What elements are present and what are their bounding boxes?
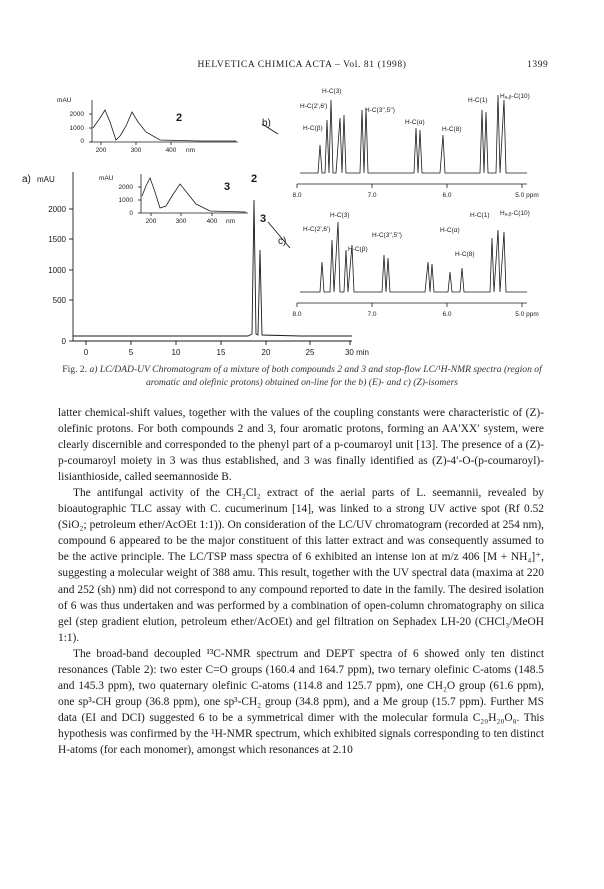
main-chromatogram [69,172,352,345]
main-xtick-25: 25 [305,348,315,357]
nmr-b-h26: H-C(2',6') [300,103,328,110]
nmr-c-h1: H-C(1) [470,212,490,219]
inset2-xtick-unit: nm [186,147,196,154]
inset2-compound: 2 [176,112,183,124]
main-xtick-0: 0 [83,348,89,357]
nmr-c-xtick-7: 7.0 [367,311,377,318]
paragraph-1: latter chemical-shift values, together with the values of the coupling constants were characteristic of (Z)-olefinic protons. For both compounds 2 and 3, four aromatic protons, forming an AA′XX′ system, were clearly discernible and corresponded to the phenyl part of a p-coumaroyl unit [13]. The presence of a (Z)-p-coumaroyl moiety in 3 was thus established, and 3 was finally identified as (Z)-4′-O-(p-coumaroyl)-lisianthioside, called seemannoside B. [58,407,544,484]
caption-label: Fig. 2. [62,364,88,375]
paragraph-3: The broad-band decoupled ¹³C-NMR spectrum and DEPT spectra of 6 showed only ten distinct resonances (Table 2): two ester C=O groups (160.4 and 164.7 ppm), two ternary olefinic C-atoms (148.5 and 145.3 ppm), two quaternary olefinic C-atoms (114.8 and 125.7 ppm), one CH₂O group (61.6 ppm), one sp³-CH group (36.8 ppm), one sp³-CH₂ group (34.8 ppm), and a Me group (15.7 ppm). Further MS data (EI and DCI) suggested 6 to be a symmetrical dimer with the molecular formula C₂₀H₂₀O₈. This hypothesis was confirmed by the ¹H-NMR spectrum, which exhibited signals corresponding to ten distinct H-atoms (for each monomer), amongst which resonances at 2.10 [58,647,544,756]
panel-c-label: c) [278,236,287,247]
inset3-ylabel: mAU [99,175,114,182]
main-xtick-30: 30 min [344,348,370,357]
nmr-b-h10: Hₐ,ᵦ-C(10) [500,93,530,100]
inset3-xtick-200: 200 [145,218,157,225]
inset3-xtick-300: 300 [175,218,187,225]
paragraph-2: The antifungal activity of the CH₂Cl₂ extract of the aerial parts of L. seemannii, revealed by bioautographic TLC assay with C. cucumerinum [14], was linked to a strong UV active spot (Rf 0.52 (SiO₂; petroleum ether/AcOEt 1:1)). On consideration of the LC/UV chromatogram (recorded at 254 nm), compound 6 appeared to be the major constituent of this latter extract and was consequently assumed to be the active principle. The LC/TSP mass spectra of 6 exhibited an intense ion at m/z 406 [M + NH₄]⁺, suggesting a molecular weight of 388 amu. This result, together with the UV spectral data (maxima at 220 and 252 (sh) nm) did not correspond to any compound reported to date in the family. The desired isolation of 6 was thus undertaken and was performed by a combination of open-column chromatography on silica gel (step gradient elution, petroleum ether/AcOEt) and gel filtration on Sephadex LH-20 (CHCl₃/MeOH 1:1). [58,487,544,644]
nmr-b-h35: H-C(3'',5'') [365,107,395,114]
uv-inset-3 [138,174,248,216]
nmr-c-hb: H-C(β) [348,246,368,253]
nmr-b-hb: H-C(β) [303,125,323,132]
nmr-c-h10: Hₐ,ᵦ-C(10) [500,210,530,217]
panel-b-label: b) [262,118,271,129]
nmr-c-h3: H-C(3) [330,212,350,219]
body-text [58,405,544,758]
nmr-b-h3: H-C(3) [322,88,342,95]
peak-label-2: 2 [250,173,258,185]
uv-trace-3 [142,178,246,212]
inset2-ytick-1000: 1000 [69,125,84,132]
nmr-trace-c [300,222,527,292]
nmr-b-xtick-6: 6.0 [442,192,452,199]
inset2-ytick-0: 0 [80,138,84,145]
uv-inset-2 [89,100,238,145]
inset2-ytick-2000: 2000 [69,111,84,118]
main-ytick-500: 500 [52,296,66,305]
nmr-spectrum-b [297,95,527,188]
main-xtick-15: 15 [216,348,226,357]
nmr-spectrum-c [297,222,527,307]
nmr-c-h35: H-C(3'',5'') [372,232,402,239]
nmr-b-xtick-8: 8.0 [292,192,302,199]
nmr-c-ha: H-C(α) [440,227,460,234]
inset3-ytick-0: 0 [129,210,133,217]
peak-label-3: 3 [259,213,267,225]
nmr-c-xtick-5: 5.0 ppm [515,311,539,318]
main-ytick-1500: 1500 [48,235,66,244]
inset3-ytick-2000: 2000 [118,184,133,191]
inset2-ylabel: mAU [57,97,72,104]
main-xtick-10: 10 [171,348,181,357]
nmr-trace-b [300,95,527,173]
nmr-c-xtick-8: 8.0 [292,311,302,318]
nmr-b-h8: H-C(8) [442,126,462,133]
main-xtick-20: 20 [261,348,271,357]
main-ytick-0: 0 [61,337,66,346]
main-ytick-1000: 1000 [48,266,66,275]
nmr-b-h1: H-C(1) [468,97,488,104]
inset2-xtick-400: 400 [165,147,177,154]
inset2-xtick-200: 200 [95,147,107,154]
inset3-xtick-unit: nm [226,218,236,225]
panel-a-label: a) [22,174,31,185]
caption-text: a) LC/DAD-UV Chromatogram of a mixture of both compounds 2 and 3 and stop-flow LC/¹H-NMR spectra (region of aromatic and olefinic protons) obtained on-line for the b) (E)- and c) (Z)-isomers [89,364,542,388]
page-number: 1399 [527,60,549,70]
nmr-b-ha: H-C(α) [405,119,425,126]
nmr-b-xtick-5: 5.0 ppm [515,192,539,199]
nmr-c-h8: H-C(8) [455,251,475,258]
inset3-compound: 3 [224,181,231,193]
main-xtick-5: 5 [128,348,134,357]
nmr-c-h26: H-C(2',6') [303,226,331,233]
main-ylabel: mAU [37,175,55,184]
nmr-b-xtick-7: 7.0 [367,192,377,199]
inset3-ytick-1000: 1000 [118,197,133,204]
inset2-xtick-300: 300 [130,147,142,154]
inset3-xtick-400: 400 [206,218,218,225]
uv-trace-2 [93,110,236,141]
figure-caption [60,363,544,389]
nmr-c-xtick-6: 6.0 [442,311,452,318]
journal-title: HELVETICA CHIMICA ACTA – Vol. 81 (1998) [197,60,407,70]
figure-2 [0,0,604,365]
main-ytick-2000: 2000 [48,205,66,214]
